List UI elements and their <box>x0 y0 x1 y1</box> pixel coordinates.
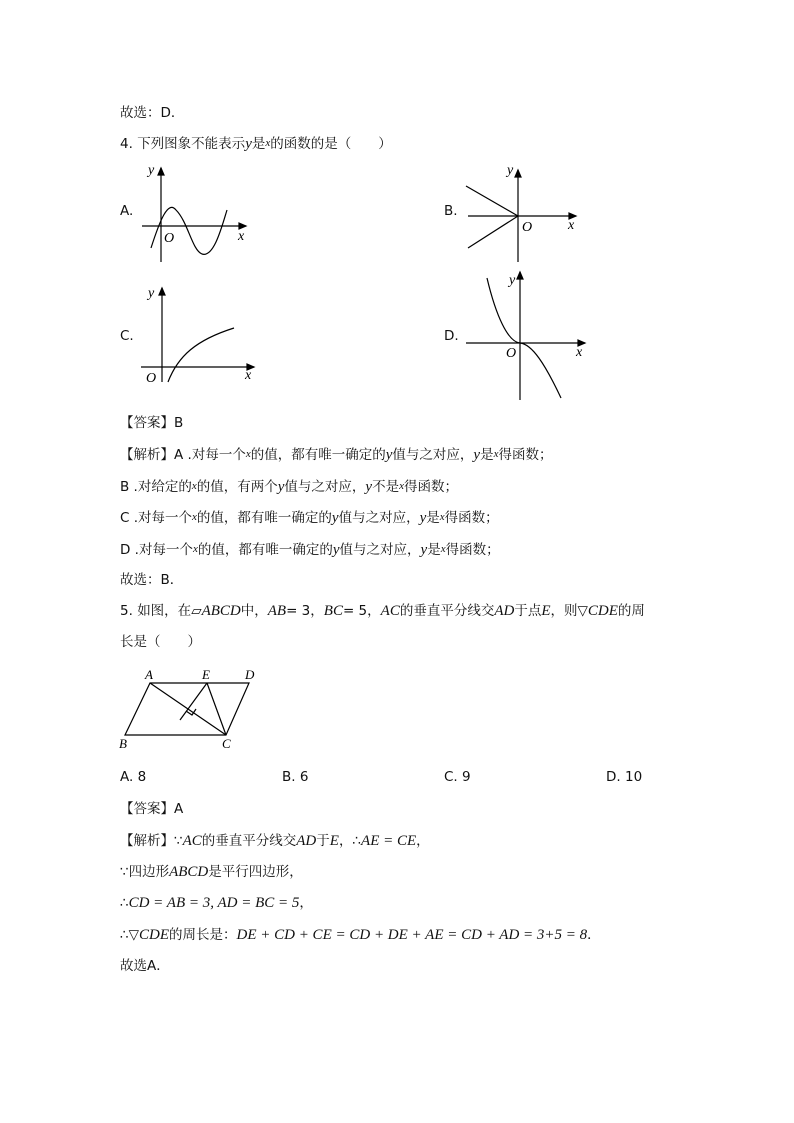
analysis-text: ， <box>299 895 313 911</box>
analysis-math: E <box>329 833 339 849</box>
analysis-text: 是 <box>426 510 440 526</box>
q5-perp-bisector <box>180 683 207 720</box>
q4-option-a-label: A. <box>120 203 134 219</box>
graph-a-curve <box>151 207 227 254</box>
var-x: x <box>192 543 198 555</box>
q5-answer <box>120 800 183 818</box>
graph-b-ray-up <box>466 186 518 216</box>
graph-c-y-label: y <box>148 286 155 301</box>
analysis-tag: 【解析】 <box>120 447 174 463</box>
analysis-text: 的值，都有唯一确定的 <box>197 542 333 558</box>
analysis-text: 是平行四边形， <box>208 864 303 880</box>
analysis-text: 的值，都有唯一确定的 <box>196 510 332 526</box>
analysis-text: 值与之对应， <box>338 510 420 526</box>
q4-option-c-label: C. <box>120 328 134 344</box>
analysis-text: 是 <box>427 542 441 558</box>
graph-b-x-label: x <box>568 218 575 233</box>
graph-d-y-arrow <box>517 272 523 279</box>
q4-option-d-label: D. <box>444 328 459 344</box>
var-x: x <box>191 480 197 492</box>
triangle-symbol: ▽ <box>577 603 588 619</box>
q4-option-b-label: B. <box>444 203 458 219</box>
triangle-symbol: ▽ <box>128 927 139 943</box>
q5-fig-label-c: C <box>222 736 231 751</box>
q4-stem-text: 的函数的是（ ） <box>270 136 392 152</box>
var-y: y <box>473 447 481 463</box>
analysis-text: ∴ <box>120 895 129 911</box>
q4-analysis-line-c <box>120 508 499 527</box>
analysis-text: ∵四边形 <box>120 864 170 880</box>
answer-value: A <box>174 801 184 817</box>
q5-text: 的垂直平分线交 <box>399 603 495 619</box>
q5-analysis-line3 <box>120 894 313 912</box>
q5-analysis-line4 <box>120 926 601 944</box>
q5-number: 5. <box>120 603 133 619</box>
graph-c-origin: O <box>146 371 157 386</box>
q4-answer <box>120 414 183 432</box>
q5-text: 的周 <box>617 603 645 619</box>
q5-text: 于点 <box>514 603 542 619</box>
answer-tag: 【答案】 <box>120 415 174 431</box>
analysis-text: ∴ <box>120 927 129 943</box>
q4-analysis-line-a <box>120 445 552 464</box>
q4-stem-text: 是 <box>251 136 266 152</box>
q5-math: ABCD <box>201 603 241 619</box>
analysis-text: 的垂直平分线交 <box>201 833 297 849</box>
analysis-text: ，∴ <box>338 833 362 849</box>
answer-value: B <box>174 415 184 431</box>
analysis-text: 的值，有两个 <box>196 479 278 495</box>
q5-fig-label-b: B <box>119 736 127 751</box>
var-x: x <box>440 543 446 555</box>
var-y: y <box>332 542 340 558</box>
q5-analysis-line2 <box>120 863 303 881</box>
q5-text: = 5， <box>342 603 381 619</box>
q4-analysis-line-b <box>120 477 458 496</box>
analysis-text: 值与之对应， <box>392 447 474 463</box>
var-y: y <box>420 542 428 558</box>
graph-d-curve <box>487 278 561 398</box>
analysis-math: AC <box>182 833 202 849</box>
analysis-text: 不是 <box>372 479 400 495</box>
q5-choice-a: A. 8 <box>120 769 147 785</box>
q4-var-x: x <box>265 137 271 149</box>
q5-choice-c: C. 9 <box>444 769 471 785</box>
graph-b-ray-down <box>468 216 518 248</box>
analysis-text: B .对给定的 <box>120 479 192 495</box>
prev-conclusion: 故选：D． <box>120 105 185 121</box>
analysis-text: 得函数； <box>498 447 553 463</box>
graph-b-y-label: y <box>507 163 514 178</box>
q5-stem-line1 <box>120 602 645 620</box>
var-x: x <box>245 448 251 460</box>
analysis-math: DE + CD + CE = CD + DE + AE = CD + AD = 3+5 = 8 <box>236 927 588 943</box>
q5-text: ，则 <box>550 603 578 619</box>
q4-var-y: y <box>245 136 252 152</box>
analysis-text: 得函数； <box>444 510 499 526</box>
q5-fig-label-e: E <box>202 667 210 682</box>
analysis-math: ABCD <box>169 864 209 880</box>
graph-a-x-label: x <box>238 229 245 244</box>
graph-c-y-arrow <box>159 288 165 295</box>
var-x: x <box>493 448 499 460</box>
analysis-text: 的周长是： <box>168 927 237 943</box>
analysis-text: 得函数； <box>403 479 458 495</box>
graph-a-y-label: y <box>148 163 155 178</box>
q5-text: 中， <box>240 603 268 619</box>
q5-choice-d: D. 10 <box>606 769 643 785</box>
q5-math: BC <box>323 603 343 619</box>
analysis-math: AE = CE <box>361 833 417 849</box>
var-x: x <box>399 480 404 492</box>
analysis-text: 值与之对应， <box>284 479 366 495</box>
analysis-text: 于 <box>316 833 330 849</box>
analysis-math: CDE <box>138 927 169 943</box>
analysis-text: C .对每一个 <box>120 510 193 526</box>
q4-stem-text: 下列图象不能表示 <box>137 136 246 152</box>
var-y: y <box>331 510 339 526</box>
analysis-text: 得函数； <box>445 542 500 558</box>
q5-math: AB <box>267 603 287 619</box>
q5-choice-b: B. 6 <box>282 769 309 785</box>
graph-b-origin: O <box>522 220 533 235</box>
analysis-tag: 【解析】 <box>120 833 174 849</box>
q5-segment-ce <box>207 683 226 735</box>
var-y: y <box>365 479 373 495</box>
var-y: y <box>277 479 285 495</box>
graph-a-y-arrow <box>158 168 164 175</box>
graph-a-origin: O <box>164 231 175 246</box>
graph-c-x-label: x <box>245 368 252 383</box>
analysis-math: CD = AB = 3, AD = BC = 5 <box>128 895 300 911</box>
graph-d-x-label: x <box>576 345 583 360</box>
q5-conclusion: 故选A． <box>120 958 170 974</box>
analysis-text: 是 <box>480 447 494 463</box>
q5-stem-line2: 长是（ ） <box>120 634 201 650</box>
graph-d-origin: O <box>506 346 517 361</box>
q5-math: CDE <box>587 603 618 619</box>
answer-tag: 【答案】 <box>120 801 174 817</box>
analysis-text: D .对每一个 <box>120 542 193 558</box>
q5-analysis-line1 <box>120 832 430 850</box>
analysis-text: ， <box>416 833 430 849</box>
parallelogram-symbol: ▱ <box>191 603 202 619</box>
q5-math: AC <box>380 603 400 619</box>
analysis-text: 值与之对应， <box>339 542 421 558</box>
q5-text: = 3， <box>286 603 324 619</box>
analysis-math: AD <box>296 833 317 849</box>
q5-fig-label-a: A <box>145 667 153 682</box>
graph-c-curve <box>168 328 234 382</box>
q5-fig-label-d: D <box>245 667 255 682</box>
q5-math: AD <box>494 603 515 619</box>
graph-b-y-arrow <box>515 170 521 177</box>
analysis-text: ． <box>587 927 601 943</box>
var-y: y <box>419 510 427 526</box>
analysis-text: 的值，都有唯一确定的 <box>250 447 386 463</box>
var-x: x <box>439 511 445 523</box>
q4-conclusion: 故选：B． <box>120 572 184 588</box>
q4-analysis-line-d <box>120 540 500 559</box>
var-y: y <box>385 447 393 463</box>
analysis-text: A .对每一个 <box>174 447 246 463</box>
var-x: x <box>192 511 197 523</box>
q4-number: 4. <box>120 136 133 152</box>
graph-d-y-label: y <box>509 273 516 288</box>
q5-math: E <box>541 603 551 619</box>
analysis-text: ∵ <box>174 833 183 849</box>
q5-text: 如图，在 <box>137 603 192 619</box>
